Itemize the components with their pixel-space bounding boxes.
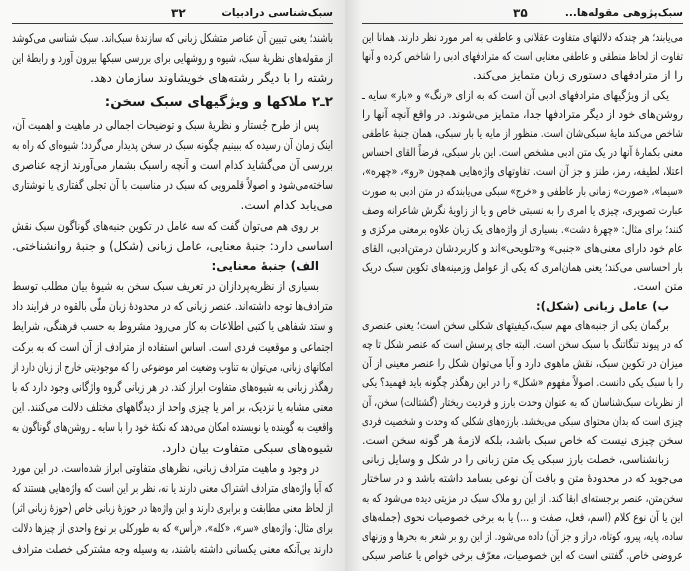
text-line: واقعیت به گوینده یا نویسنده امکان می‌دهد که نکتهٔ خود را با سایه ـ روشن‌های گوناگون به (12, 420, 334, 435)
text-line: عبارت تصویری، چیزی یا امری را به نسبتی خاص و یا از زاویهٔ نگرش شاعرانه وصف (362, 202, 683, 217)
running-head: سبک‌پژوهی مقوله‌ها... (564, 7, 683, 19)
text-line: معنی مشابه یا نزدیک، بر امر یا چیزی واحد از دیدگاههای مختلف دلالت می‌کنند. این (12, 400, 333, 415)
text-line: می‌جوید که در محدودهٔ متن و بافت آن نوعی بسامد داشته باشد و در ساختار (361, 471, 683, 486)
text-line: پس از طرح جُستار و نظریهٔ سبک و توضیحات اجمالی در ماهیت و اهمیت آن، (12, 117, 320, 132)
text-column (12, 28, 333, 559)
header-rule (12, 23, 333, 24)
right-page (345, 0, 690, 571)
text-line: اجتماعی و موقعیت فردی است. اساس استفاده از مترادف از آن است که به برکت (11, 339, 334, 354)
text-line: معنی بکمارهٔ آنها در یک متن ادبی مشخص است. این بار سبکی، فرضاً القای احساس (362, 145, 683, 160)
text-line: برای مثال: واژه‌های «سر»، «کله»، «رأس» که به طورکلی بر نوع واحدی از چیزها دلالت (12, 521, 333, 536)
text-line: می‌یابند؛ هر چندکه دلالتهای متفاوت عقلانی و عاطفی به امر مورد نظر دارند. همانا این (361, 30, 683, 44)
text-line: از نظریات سبک‌شناسان که به عنوان وحدت بارز و فردیت ریختار (گشتالت) سخن، آن (361, 394, 683, 409)
text-line: را از مترادفهای دستوری زبان متمایز می‌کند. (472, 68, 683, 83)
text-line: زبانشناسی، خصلت بارز سبکی یک متن زبانی را در شکل و وسایل زبانی (361, 452, 669, 467)
text-line: این یا آن نوع کلام (اسم، فعل، صفت و ...) یا به برخی خصوصیات نحوی (جمله‌های (362, 509, 683, 524)
subsection-heading: ب) عامل زبانی (شکل): (536, 298, 669, 313)
subsection-heading: الف) جنبهٔ معنایی: (211, 258, 319, 273)
running-head: سبک‌شناسی درادبیات (221, 7, 333, 19)
text-line: از مقوله‌های نظریهٔ سبک، شیوه و روشهایی برای بررسی سبکها بیرون آورد و رابطهٔ این (12, 51, 334, 66)
text-line: امکانهای زبانی، می‌توان به تناوب وضعیت امر موضوعی را که موجودیتی خارج از زبان دارد از (11, 359, 333, 374)
section-heading: ۲ـ۲ ملاکها و ویژگیهای سبک سخن: (104, 93, 333, 110)
text-line: دارند بی‌آنکه معنی یکسانی داشته باشند، به وسیله وجه مشترکی خصلت مترادف (12, 541, 334, 556)
text-line: ساده، پایه، پیرو، کوتاه، دراز و جز آن) داده می‌شود. از این رو بر شعر به بحرها و وزنهای (361, 528, 683, 543)
text-line: در وجود و ماهیت مترادف زبانی، نظرهای متفاوتی ابراز شده‌است. در این مورد (12, 460, 320, 475)
text-line: کنند؛ برای مثال: «چهرهٔ دشت». بسیاری از واژه‌های یک زبان علاوه برمعنی مرکزی و (362, 221, 683, 236)
text-line: می‌یابد کدام است. (240, 198, 333, 213)
text-line: برگمان یکی از جنبه‌های مهم سبک،کیفیتهای شکلی سخن است؛ یعنی عنصری (361, 317, 669, 332)
text-line: عام خود دارای معنی‌های «جنبی» و«تلویحی»اند و کاربردشان درمتن‌ادبی، القای (361, 241, 683, 256)
text-line: را با سبک یکی دانست. اصولاً مفهوم «شکل» را در این رهگذر چگونه باید فهمید؟ یکی (361, 375, 683, 390)
text-line: تفاوت از لحاظ منطقی و عاطفی معنایی است که مترادفهای ادبی را شاخص کرده و آنها (361, 49, 683, 64)
text-line: شاخص می‌کند مایهٔ سبکی‌شان است. منظور از مایه یا بار سبکی، همان جنبهٔ عاطفی (361, 125, 683, 140)
text-line: بار احساسی می‌کند؛ یعنی همان‌امری که یکی از عوامل وزمینه‌های تکوین سبک دریک (361, 260, 683, 275)
text-column (362, 28, 683, 565)
text-line: اساسی دارد: جنبهٔ معنایی، عامل زبانی (شکل) و جنبهٔ روانشناختی. (12, 238, 333, 253)
text-line: میزان در تکوین سبک، نقش ماهوی دارد و آیا می‌توان شکل را عنصر معینی از آن (362, 356, 683, 371)
page-number: ۳۵ (513, 6, 528, 20)
text-line: مترادف‌ها توجه داشته‌اند. عنصر زبانی که در محدودهٔ زبان ملّی بالقوه در فرایند داد (12, 299, 333, 314)
text-line: متن است. (633, 279, 683, 294)
text-line: باشند؛ یعنی تبیین آن عناصر متشکل زبانی که سازندهٔ سبک‌اند. سبک شناسی می‌کوشد (11, 31, 334, 45)
text-line: سخن چیزی نیست که خاص سبک باشد، بلکه لازمهٔ هر گونه سخن است. (362, 432, 683, 447)
header-rule (362, 23, 683, 24)
text-line: رهگذر زبانی به شیوه‌های متفاوت ابراز کند. در هر زبانی گروه واژگانی وجود دارد که با (11, 380, 333, 394)
text-line: رشته را با دیگر رشته‌های خویشاوند سازمان دهد. (90, 71, 333, 86)
text-line: یکی از ویژگیهای مترادفهای ادبی آن است که به ازای «رنگ» و «بار» سایه ـ (361, 87, 669, 102)
text-line: بسیاری از نظریه‌پردازان در تعریف سبک سخن به شیوهٔ بیان مطلب توسط (11, 279, 319, 294)
text-line: سخن‌متن، عنصر برجسته‌ای ابقا کند. از این رو ملاک سبک در مزیتی دیده می‌شود که به (362, 490, 683, 505)
text-line: بر روی هم می‌توان گفت که سه عامل در تکوین جنبه‌های گوناگون سبک نقش (11, 218, 319, 233)
text-line: چیزی است که بدان محتوای سبکی می‌بخشد. بارزه‌های شکلی که وحدت و شخصیت فردی (362, 413, 683, 428)
text-line: «سیما»، «صورت» زمانی بار عاطفی و «خرج» سبکی می‌یابندکه در متن ادبی به صورت (362, 183, 683, 198)
page-number: ۳۲ (171, 6, 186, 20)
text-line: از لحاظ معنی مطابقت و برابری دارند و این واژه‌ها در حوزهٔ زبانی خاص (حوزهٔ زبانی اثر) (11, 501, 334, 516)
text-line: ساخته‌می‌شود و اصولاً قلمرویی که سبک در مناسبت با آن تجلی گفتاری یا نوشتاری (11, 178, 333, 193)
text-line: اعتلا، لطیفه، رمز، طنز و جز آن است. تفاوتهای واژه‌هایی همچون «رو»، «چهره»، (361, 164, 683, 179)
text-line: و ستد شفاهی یا کتبی اطلاعات به کار می‌رود مشروط به حسب فرهنگی، شرایط (11, 319, 333, 334)
text-line: عروضی خاص. گفتنی است که این خصوصیات، معرّف برخی خواص یا عناصر سبکی (361, 548, 683, 563)
text-line: روشن‌های خود از دیگر مترادفها جدا، متمایز می‌شوند. در واقع آنچه آنها را (362, 106, 683, 121)
text-line: که در پیوند تنگاتنگ با سبک سخن است. البته جای پرسش است که عنصر شکل تا چه (362, 337, 683, 351)
text-line: که آیا واژه‌های مترادف اشتراک معنی دارند یا نه، نظر بر این است که واژه‌هایی هستند که (11, 480, 333, 495)
text-line: بررسی آن می‌گشاید کدام است و آنچه راسبک بشمار می‌آورند ازچه عناصری (12, 157, 333, 172)
text-line: اینک زمان آن رسیده که ببینیم چگونه سبک در سخن پدیدار می‌گردد؛ شیوه‌ای که راه به (11, 137, 333, 152)
text-line: شیوه‌های سبکی متفاوت بیان دارد. (161, 440, 333, 455)
